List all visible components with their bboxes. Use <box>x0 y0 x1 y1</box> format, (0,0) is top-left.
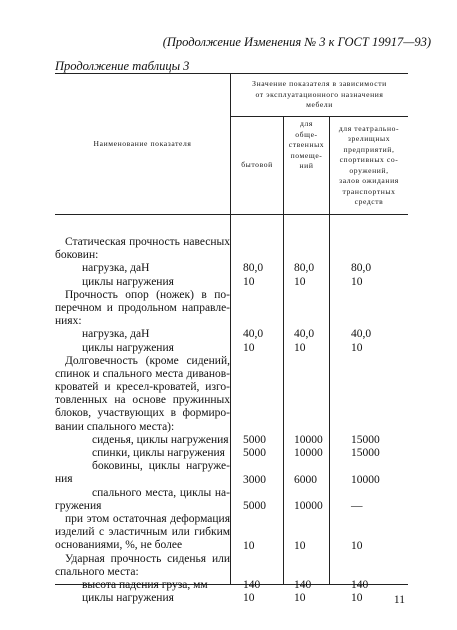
header-col-theatre <box>330 117 408 214</box>
value-household: 140 <box>243 579 261 592</box>
header-col-public-line: помеще- <box>290 150 323 160</box>
value-public: 6000 <box>294 473 317 486</box>
value-public: 10 <box>294 341 306 354</box>
page-number: 11 <box>393 594 405 606</box>
indicator-line: нагрузка, даН <box>82 262 150 275</box>
value-public: 10000 <box>294 500 323 512</box>
indicator-names-column <box>55 236 230 605</box>
value-household: 5000 <box>243 500 266 512</box>
header-col-theatre-line: залов ожидания <box>339 176 399 185</box>
header-col-public-line: для <box>300 119 313 128</box>
indicator-line: гружения <box>55 499 102 512</box>
indicator-line: ниях: <box>55 315 82 328</box>
indicator-line: спинок и спального места диванов- <box>55 367 230 380</box>
indicator-line: сиденья, циклы нагружения <box>92 433 229 446</box>
value-household: 3000 <box>243 473 266 486</box>
value-theatre: 10 <box>351 539 363 552</box>
header-group-line: мебели <box>306 100 333 110</box>
value-theatre: 10 <box>351 592 363 605</box>
header-name-col <box>55 74 230 214</box>
indicator-line: вании спального места): <box>55 420 175 433</box>
indicator-line: кроватей и кресел-кроватей, изго- <box>55 381 230 394</box>
indicator-line: спального места, циклы на- <box>92 486 230 499</box>
indicator-line: Ударная прочность сиденья или <box>65 552 230 565</box>
value-household: 10 <box>243 341 255 354</box>
indicator-line: спинки, циклы нагружения <box>92 447 225 459</box>
value-theatre: 140 <box>351 579 369 592</box>
header-col-public-line: обще- <box>295 129 318 139</box>
value-public: 140 <box>294 579 312 592</box>
indicator-line: ния <box>55 473 73 486</box>
indicator-line: товленных на основе пружинных <box>55 394 230 407</box>
value-theatre: 10000 <box>351 473 380 486</box>
value-theatre: 15000 <box>351 434 380 446</box>
header-col-household <box>231 117 283 214</box>
header-name-col-text: Наименование показателя <box>93 138 192 148</box>
header-col-theatre-line: для театрально- <box>338 123 400 133</box>
value-theatre: 10 <box>351 341 363 354</box>
indicator-line: боковин: <box>55 249 99 262</box>
indicator-line: Прочность опор (ножек) в по- <box>65 288 230 301</box>
value-household: 10 <box>243 275 255 288</box>
header-col-household-line: бытовой <box>241 160 273 170</box>
indicator-line: высота падения груза, мм <box>82 578 208 591</box>
header-col-theatre-line: зрелищных <box>347 134 391 143</box>
value-theatre: 40,0 <box>351 328 372 341</box>
indicator-line: циклы нагружения <box>82 592 174 605</box>
header-group <box>231 74 408 116</box>
value-public: 10 <box>294 539 306 552</box>
indicator-line: циклы нагружения <box>82 275 174 288</box>
amendment-header: (Продолжение Изменения № 3 к ГОСТ 19917—93) <box>162 35 431 49</box>
value-household: 40,0 <box>243 328 264 341</box>
value-household: 80,0 <box>243 262 264 275</box>
rule-col1 <box>283 116 284 584</box>
value-household: 10 <box>243 539 255 552</box>
indicator-line: перечном и продольном направле- <box>55 301 230 314</box>
value-household: 5000 <box>243 434 266 446</box>
value-household: 5000 <box>243 447 266 460</box>
indicator-line: изделий с эластичным или гибким <box>55 526 230 539</box>
indicator-line: спального места: <box>55 565 139 578</box>
header-group-line: Значение показателя в зависимости <box>252 79 387 89</box>
header-group-line: от эксплуатационного назначения <box>255 89 384 99</box>
indicator-line: нагрузка, даН <box>82 328 150 341</box>
value-theatre: 10 <box>351 275 363 288</box>
indicator-line: боковины, циклы нагруже- <box>92 460 230 473</box>
value-public: 10 <box>294 275 306 288</box>
value-public: 40,0 <box>294 328 315 341</box>
header-col-public-line: ственных <box>288 140 325 149</box>
indicator-line: основаниями, %, не более <box>55 539 183 552</box>
rule-header-bottom <box>55 214 408 215</box>
indicator-line: циклы нагружения <box>82 341 174 354</box>
value-public: 10000 <box>294 447 323 460</box>
header-col-public <box>284 117 329 179</box>
header-col-theatre-line: спортивных со- <box>339 155 399 164</box>
value-theatre: 15000 <box>351 447 380 460</box>
value-household: 10 <box>243 592 255 605</box>
header-col-theatre-line: предприятий, <box>343 144 395 154</box>
indicator-line: блоков, участвующих в формиро- <box>55 407 230 420</box>
header-col-theatre-line: транспортных <box>342 186 396 196</box>
indicator-line: Долговечность (кроме сидений, <box>65 354 230 367</box>
header-col-theatre-line: оружений, <box>349 165 389 175</box>
value-public: 80,0 <box>294 262 315 275</box>
value-public: 10 <box>294 592 306 605</box>
value-theatre: 80,0 <box>351 262 372 275</box>
value-public: 10000 <box>294 434 323 446</box>
indicator-line: при этом остаточная деформация <box>65 512 230 525</box>
table-continuation-caption: Продолжение таблицы 3 <box>55 59 190 73</box>
header-col-theatre-line: средств <box>354 197 384 206</box>
indicator-line: Статическая прочность навесных <box>65 236 230 248</box>
header-col-public-line: ний <box>299 161 314 170</box>
value-theatre: — <box>351 500 363 512</box>
